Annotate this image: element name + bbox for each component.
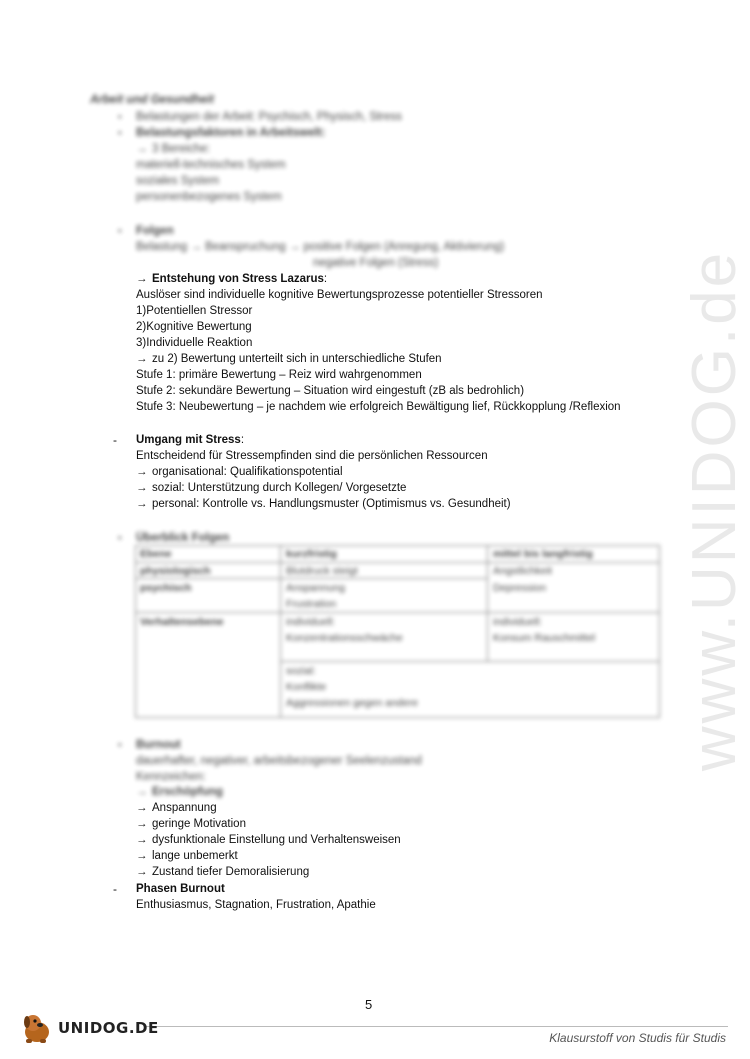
kennzeichen-item: → dysfunktionale Einstellung und Verhaltensweisen	[136, 834, 401, 846]
stufe-line: Stufe 3: Neubewertung – je nachdem wie erfolgreich Bewältigung lief, Rückkopplung /Reflexion	[136, 401, 621, 413]
table-cell: Blutdruck steigt	[286, 565, 358, 577]
burnout-title: Burnout	[136, 739, 181, 751]
stufe-line: Stufe 1: primäre Bewertung – Reiz wird wahrgenommen	[136, 369, 422, 381]
arrow-right-icon: →	[136, 786, 148, 798]
process-step: 3)Individuelle Reaktion	[136, 337, 253, 349]
faktoren-line: Belastungsfaktoren in Arbeitswelt:	[136, 127, 326, 139]
kennzeichen-item: → lange unbemerkt	[136, 850, 238, 862]
umgang-intro: Entscheidend für Stressempfinden sind die persönlichen Ressourcen	[136, 450, 488, 462]
bereich-item: personenbezogenes System	[136, 191, 282, 203]
footer-slogan: Klausurstoff von Studis für Studis	[549, 1031, 726, 1045]
arrow-right-icon: →	[136, 482, 148, 494]
umgang-title: Umgang mit Stress:	[136, 434, 245, 446]
bereiche-line: → 3 Bereiche:	[136, 143, 211, 155]
arrow-right-icon: →	[136, 818, 148, 830]
phasen-list: Enthusiasmus, Stagnation, Frustration, Apathie	[136, 899, 376, 911]
process-step: 2)Kognitive Bewertung	[136, 321, 252, 333]
bereich-item: materiell-technisches System	[136, 159, 286, 171]
bereich-item: soziales System	[136, 175, 220, 187]
folgen-line1: Belastung → Beanspruchung → positive Folgen (Anregung, Aktivierung)	[136, 241, 505, 253]
list-dash: -	[113, 433, 117, 447]
process-step: 1)Potentiellen Stressor	[136, 305, 253, 317]
list-dash: -	[113, 882, 117, 896]
table-cell: physiologisch	[140, 565, 211, 577]
footer-divider	[145, 1026, 728, 1027]
table-cell: individuell:	[493, 616, 543, 628]
logo-text: UNIDOG.DE	[58, 1019, 159, 1037]
page-heading: Arbeit und Gesundheit	[90, 94, 214, 106]
table-cell: Konsum Rauschmittel	[493, 632, 596, 644]
arrow-right-icon: →	[136, 834, 148, 846]
watermark: www.UNIDOG.de	[680, 249, 750, 771]
arrow-right-icon: →	[136, 498, 148, 510]
arrow-right-icon: →	[136, 353, 148, 365]
arrow-right-icon: →	[136, 466, 148, 478]
bullet-dot: ▪	[118, 112, 122, 123]
table-header-cell: Ebene	[140, 548, 172, 560]
bullet-dot: ▪	[118, 533, 122, 544]
kennzeichen-item: → geringe Motivation	[136, 818, 246, 830]
bullet-dot: ▪	[118, 740, 122, 751]
resource-line: → personal: Kontrolle vs. Handlungsmuster (Optimismus vs. Gesundheit)	[136, 498, 511, 510]
arrow-right-icon: →	[136, 143, 148, 155]
table-cell: Konflikte	[286, 681, 327, 693]
folgen-title: Folgen	[136, 225, 174, 237]
table-cell: Aggressionen gegen andere	[286, 697, 418, 709]
zu2-line: → zu 2) Bewertung unterteilt sich in unterschiedliche Stufen	[136, 353, 442, 365]
phasen-title: Phasen Burnout	[136, 883, 225, 895]
table-cell: Frustration	[286, 598, 337, 610]
arrow-right-icon: →	[190, 241, 202, 253]
burnout-desc: dauerhafter, negativer, arbeitsbezogener Seelenzustand	[136, 755, 422, 767]
arrow-right-icon: →	[136, 802, 148, 814]
table-header-cell: mittel bis langfristig	[493, 548, 593, 560]
table-cell: Verhaltensebene	[140, 616, 224, 628]
table-cell: Konzentrationsschwäche	[286, 632, 403, 644]
resource-line: → sozial: Unterstützung durch Kollegen/ Vorgesetzte	[136, 482, 407, 494]
lazarus-line: → Entstehung von Stress Lazarus:	[136, 273, 328, 285]
arrow-right-icon: →	[136, 273, 148, 285]
arrow-right-icon: →	[136, 850, 148, 862]
dog-icon	[20, 1012, 54, 1044]
table-cell: Depression	[493, 582, 547, 594]
overview-table	[135, 545, 660, 718]
kennzeichen-label: Kennzeichen:	[136, 771, 206, 783]
table-cell: Angstlichkeit	[493, 565, 552, 577]
folgen-line2: negative Folgen (Stress)	[313, 257, 439, 269]
kennzeichen-item: → Zustand tiefer Demoralisierung	[136, 866, 310, 878]
ausloeser-line: Auslöser sind individuelle kognitive Bewertungsprozesse potentieller Stressoren	[136, 289, 543, 301]
resource-line: → organisational: Qualifikationspotential	[136, 466, 343, 478]
belastungen-line: Belastungen der Arbeit: Psychisch, Physisch, Stress	[136, 111, 402, 123]
table-cell: individuell:	[286, 616, 336, 628]
stufe-line: Stufe 2: sekundäre Bewertung – Situation wird eingestuft (zB als bedrohlich)	[136, 385, 525, 397]
kennzeichen-item: → Erschöpfung	[136, 786, 223, 798]
kennzeichen-item: → Anspannung	[136, 802, 217, 814]
arrow-right-icon: →	[136, 866, 148, 878]
overview-title: Überblick Folgen	[136, 532, 230, 544]
table-cell: Anspannung	[286, 582, 345, 594]
table-cell: sozial:	[286, 665, 316, 677]
unidog-logo	[20, 1010, 159, 1046]
table-cell: psychisch	[140, 582, 192, 594]
bullet-dot: ▪	[118, 128, 122, 139]
arrow-right-icon: →	[288, 241, 301, 253]
page-number: 5	[365, 997, 373, 1012]
table-header-cell: kurzfristig	[286, 548, 337, 560]
bullet-dot: ▪	[118, 226, 122, 237]
